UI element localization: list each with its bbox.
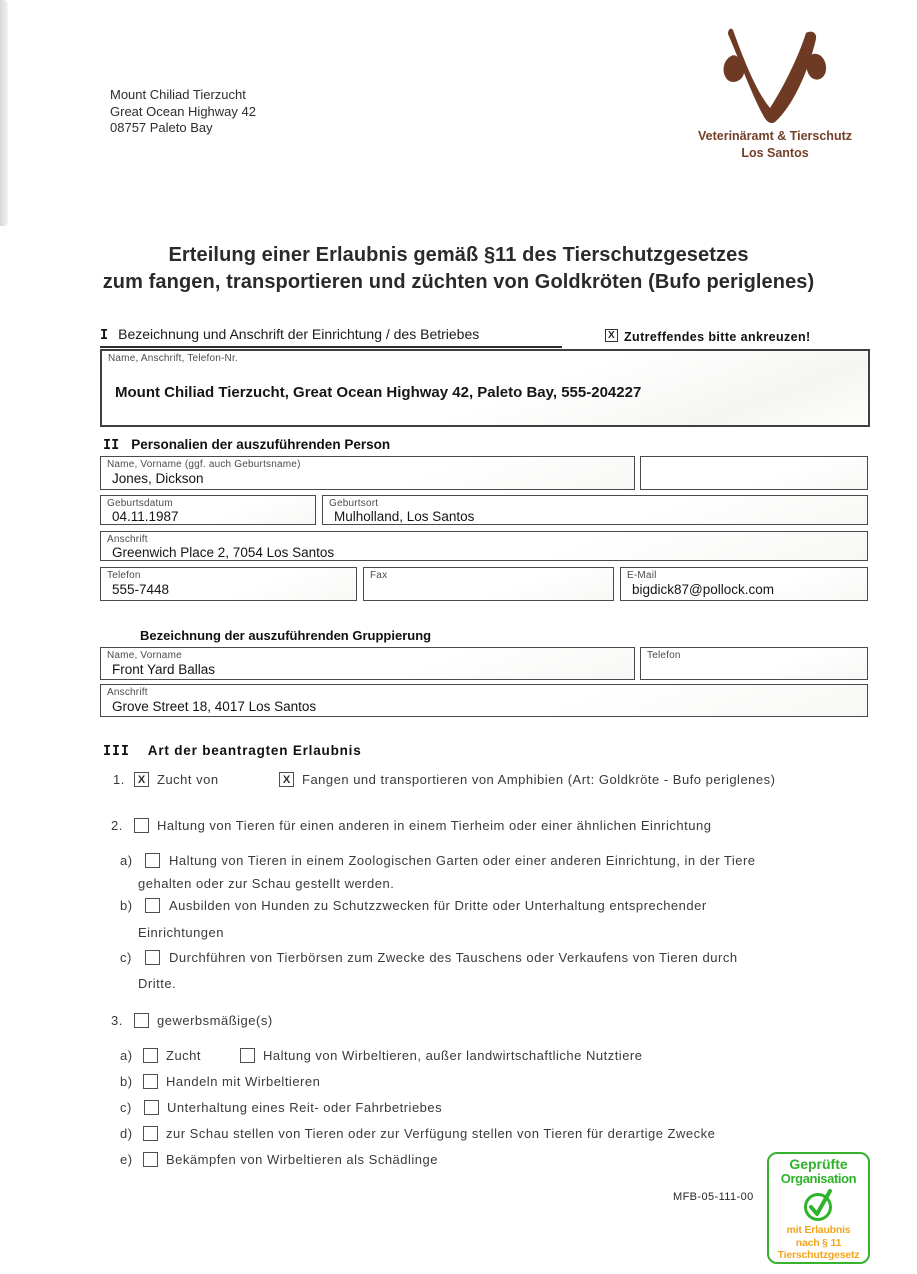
item3b-label: Handeln mit Wirbeltieren <box>166 1074 321 1089</box>
sender-street: Great Ocean Highway 42 <box>110 103 256 119</box>
section1-numeral: I <box>100 327 109 343</box>
section1-heading <box>100 326 562 348</box>
logo-caption-line2: Los Santos <box>741 146 809 160</box>
item2b-line2: Einrichtungen <box>138 925 224 940</box>
checkbox-reit-fahrbetrieb[interactable] <box>144 1100 159 1115</box>
item2-label: Haltung von Tieren für einen anderen in einem Tierheim oder einer ähnlichen Einrichtung <box>157 818 712 833</box>
checkbox-haltung-wirbeltiere[interactable] <box>240 1048 255 1063</box>
item2c-number: c) <box>120 950 132 965</box>
item2c-line1: Durchführen von Tierbörsen zum Zwecke des Tauschens oder Verkaufens von Tieren durch <box>169 950 738 965</box>
form-title-line1: Erteilung einer Erlaubnis gemäß §11 des Tierschutzgesetzes <box>168 244 749 266</box>
field-label: Anschrift <box>107 534 148 545</box>
item1-check2-label: Fangen und transportieren von Amphibien (Art: Goldkröte - Bufo periglenes) <box>302 772 776 787</box>
logo-caption <box>672 128 878 162</box>
item2a-line2: gehalten oder zur Schau gestellt werden. <box>138 876 395 891</box>
field-label: Geburtsdatum <box>107 498 173 509</box>
checkbox-fangen-transportieren[interactable] <box>279 772 294 787</box>
facility-field-value: Mount Chiliad Tierzucht, Great Ocean Highway 42, Paleto Bay, 555-204227 <box>115 384 642 401</box>
veterinary-office-logo-icon <box>700 25 880 130</box>
checked-box-icon <box>605 329 618 342</box>
check-note-text: Zutreffendes bitte ankreuzen! <box>624 330 811 344</box>
form-code: MFB-05-111-00 <box>673 1191 754 1203</box>
item3-number: 3. <box>111 1013 123 1028</box>
item3e-label: Bekämpfen von Wirbeltieren als Schädlinge <box>166 1152 438 1167</box>
field-address <box>100 531 868 561</box>
checkbox-zoologischer-garten[interactable] <box>145 853 160 868</box>
badge-line1: Geprüfte <box>789 1156 848 1172</box>
logo-caption-line1: Veterinäramt & Tierschutz <box>698 129 852 143</box>
item2a-number: a) <box>120 853 133 868</box>
checkbox-gewerbsmaessig[interactable] <box>134 1013 149 1028</box>
field-label: Telefon <box>647 650 681 661</box>
checkbox-handeln-wirbeltiere[interactable] <box>143 1074 158 1089</box>
group-heading <box>140 628 431 643</box>
checkbox-bekaempfen-schaedlinge[interactable] <box>143 1152 158 1167</box>
section2-heading-text: Personalien der auszuführenden Person <box>131 437 391 452</box>
field-email <box>620 567 868 601</box>
field-birthplace <box>322 495 868 525</box>
checkbox-zucht[interactable] <box>143 1048 158 1063</box>
checkbox-ausbilden-hunde[interactable] <box>145 898 160 913</box>
section3-numeral: III <box>103 743 130 759</box>
item3d-label: zur Schau stellen von Tieren oder zur Verfügung stellen von Tieren für derartige Zwecke <box>166 1126 716 1141</box>
form-title-line2: zum fangen, transportieren und züchten von Goldkröten (Bufo periglenes) <box>102 271 815 293</box>
group-heading-text: Bezeichnung der auszuführenden Gruppierung <box>140 628 432 643</box>
item2b-line1: Ausbilden von Hunden zu Schutzzwecken für Dritte oder Unterhaltung entsprechender <box>169 898 707 913</box>
field-group-address <box>100 684 868 717</box>
field-value: Mulholland, Los Santos <box>334 509 475 524</box>
section1-heading-text: Bezeichnung und Anschrift der Einrichtung / des Betriebes <box>118 326 480 342</box>
field-label: E-Mail <box>627 570 657 581</box>
field-value: Front Yard Ballas <box>112 662 216 677</box>
field-label: Telefon <box>107 570 141 581</box>
certified-organisation-badge <box>767 1152 870 1264</box>
field-group-phone <box>640 647 868 680</box>
field-label: Anschrift <box>107 687 148 698</box>
field-birthdate <box>100 495 316 525</box>
item2b-number: b) <box>120 898 133 913</box>
field-value: Greenwich Place 2, 7054 Los Santos <box>112 545 335 560</box>
item2a-line1: Haltung von Tieren in einem Zoologischen Garten oder einer anderen Einrichtung, in der Tiere <box>169 853 756 868</box>
section3-heading-text: Art der beantragten Erlaubnis <box>147 743 362 758</box>
item3a-number: a) <box>120 1048 133 1063</box>
field-name <box>100 456 635 490</box>
item3e-number: e) <box>120 1152 133 1167</box>
sender-name: Mount Chiliad Tierzucht <box>110 87 246 102</box>
badge-line2: Organisation <box>780 1171 857 1186</box>
field-label: Name, Vorname <box>107 650 182 661</box>
field-group-name <box>100 647 635 680</box>
item3a-check1-label: Zucht <box>166 1048 202 1063</box>
sender-city: 08757 Paleto Bay <box>110 120 213 135</box>
field-value: bigdick87@pollock.com <box>632 582 775 597</box>
field-value: Grove Street 18, 4017 Los Santos <box>112 699 317 714</box>
item2-number: 2. <box>111 818 123 833</box>
field-empty-cell <box>640 456 868 490</box>
field-fax <box>363 567 614 601</box>
field-label: Geburtsort <box>329 498 379 509</box>
field-value: 555-7448 <box>112 582 170 597</box>
item3c-number: c) <box>120 1100 132 1115</box>
form-title <box>0 242 917 296</box>
sender-address <box>110 87 256 137</box>
section2-heading <box>103 437 390 453</box>
facility-field <box>100 349 870 427</box>
page-edge-artifact <box>0 0 8 226</box>
checkbox-zucht-von[interactable] <box>134 772 149 787</box>
section2-numeral: II <box>103 437 120 453</box>
checkmark-circle-icon <box>801 1187 837 1223</box>
facility-field-label: Name, Anschrift, Telefon-Nr. <box>108 353 238 364</box>
badge-line3: mit Erlaubnis <box>786 1224 851 1236</box>
item3d-number: d) <box>120 1126 133 1141</box>
field-phone <box>100 567 357 601</box>
item3c-label: Unterhaltung eines Reit- oder Fahrbetriebes <box>167 1100 443 1115</box>
checkbox-haltung-tierheim[interactable] <box>134 818 149 833</box>
item2c-line2: Dritte. <box>138 976 177 991</box>
checkbox-tierboersen[interactable] <box>145 950 160 965</box>
item3-label: gewerbsmäßige(s) <box>157 1013 273 1028</box>
section3-heading <box>103 743 362 759</box>
checkbox-zur-schau-stellen[interactable] <box>143 1126 158 1141</box>
field-value: Jones, Dickson <box>112 471 204 486</box>
item3b-number: b) <box>120 1074 133 1089</box>
check-note <box>605 329 811 344</box>
field-label: Fax <box>370 570 388 581</box>
badge-line4: nach § 11 <box>795 1236 842 1249</box>
field-value: 04.11.1987 <box>112 509 179 524</box>
field-label: Name, Vorname (ggf. auch Geburtsname) <box>107 459 301 470</box>
badge-line5: Tierschutzgesetz <box>777 1249 860 1261</box>
item1-number: 1. <box>113 772 125 787</box>
item3a-check2-label: Haltung von Wirbeltieren, außer landwirtschaftliche Nutztiere <box>263 1048 643 1063</box>
item1-check1-label: Zucht von <box>157 772 219 787</box>
